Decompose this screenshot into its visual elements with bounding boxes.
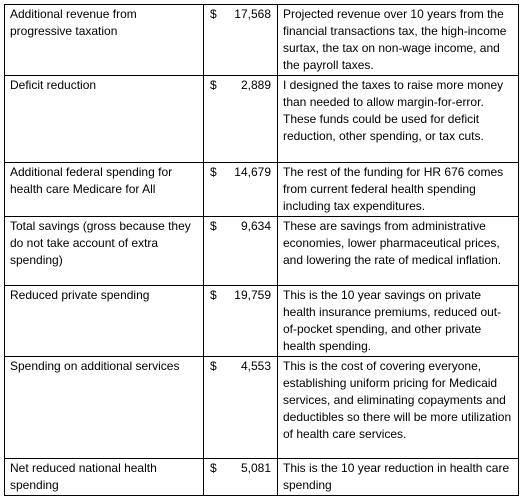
item-cell: Reduced private spending bbox=[5, 286, 204, 357]
note-cell: This is the 10 year savings on private health insurance premiums, reduced out-of-pocket spending, and other private health spending. bbox=[278, 286, 519, 357]
amount-value: 19,759 bbox=[234, 288, 271, 302]
amount-cell bbox=[204, 357, 278, 459]
currency-symbol: $ bbox=[210, 461, 217, 475]
currency-symbol: $ bbox=[210, 359, 217, 373]
amount-cell bbox=[204, 5, 278, 76]
amount-value: 4,553 bbox=[240, 359, 271, 373]
amount-cell bbox=[204, 217, 278, 286]
item-cell: Additional federal spending for health care Medicare for All bbox=[5, 163, 204, 217]
note-cell: This is the 10 year reduction in health care spending bbox=[278, 459, 519, 496]
item-cell: Deficit reduction bbox=[5, 76, 204, 163]
amount-cell bbox=[204, 459, 278, 496]
amount-value: 2,889 bbox=[240, 78, 271, 92]
amount-cell bbox=[204, 286, 278, 357]
table-row bbox=[5, 5, 519, 76]
table-row bbox=[5, 76, 519, 163]
amount-value: 17,568 bbox=[234, 7, 271, 21]
item-cell: Net reduced national health spending bbox=[5, 459, 204, 496]
amount-value: 5,081 bbox=[240, 461, 271, 475]
item-cell: Total savings (gross because they do not take account of extra spending) bbox=[5, 217, 204, 286]
table-row bbox=[5, 163, 519, 217]
amount-value: 14,679 bbox=[234, 165, 271, 179]
table-row bbox=[5, 357, 519, 459]
currency-symbol: $ bbox=[210, 219, 217, 233]
health-spending-table bbox=[4, 4, 519, 496]
item-cell: Spending on additional services bbox=[5, 357, 204, 459]
note-cell: I designed the taxes to raise more money than needed to allow margin-for-error. These funds could be used for deficit reduction, other spending, or tax cuts. bbox=[278, 76, 519, 163]
note-cell: These are savings from administrative economies, lower pharmaceutical prices, and lowering the rate of medical inflation. bbox=[278, 217, 519, 286]
currency-symbol: $ bbox=[210, 165, 217, 179]
note-cell: Projected revenue over 10 years from the financial transactions tax, the high-income surtax, the tax on non-wage income, and the payroll taxes. bbox=[278, 5, 519, 76]
table-row bbox=[5, 286, 519, 357]
table-row bbox=[5, 217, 519, 286]
item-cell: Additional revenue from progressive taxation bbox=[5, 5, 204, 76]
currency-symbol: $ bbox=[210, 78, 217, 92]
currency-symbol: $ bbox=[210, 288, 217, 302]
amount-cell bbox=[204, 76, 278, 163]
amount-value: 9,634 bbox=[240, 219, 271, 233]
amount-cell bbox=[204, 163, 278, 217]
currency-symbol: $ bbox=[210, 7, 217, 21]
note-cell: This is the cost of covering everyone, establishing uniform pricing for Medicaid services, and eliminating copayments and deductibles so there will be more utilization of health care services. bbox=[278, 357, 519, 459]
note-cell: The rest of the funding for HR 676 comes from current federal health spending including tax expenditures. bbox=[278, 163, 519, 217]
table-row bbox=[5, 459, 519, 496]
